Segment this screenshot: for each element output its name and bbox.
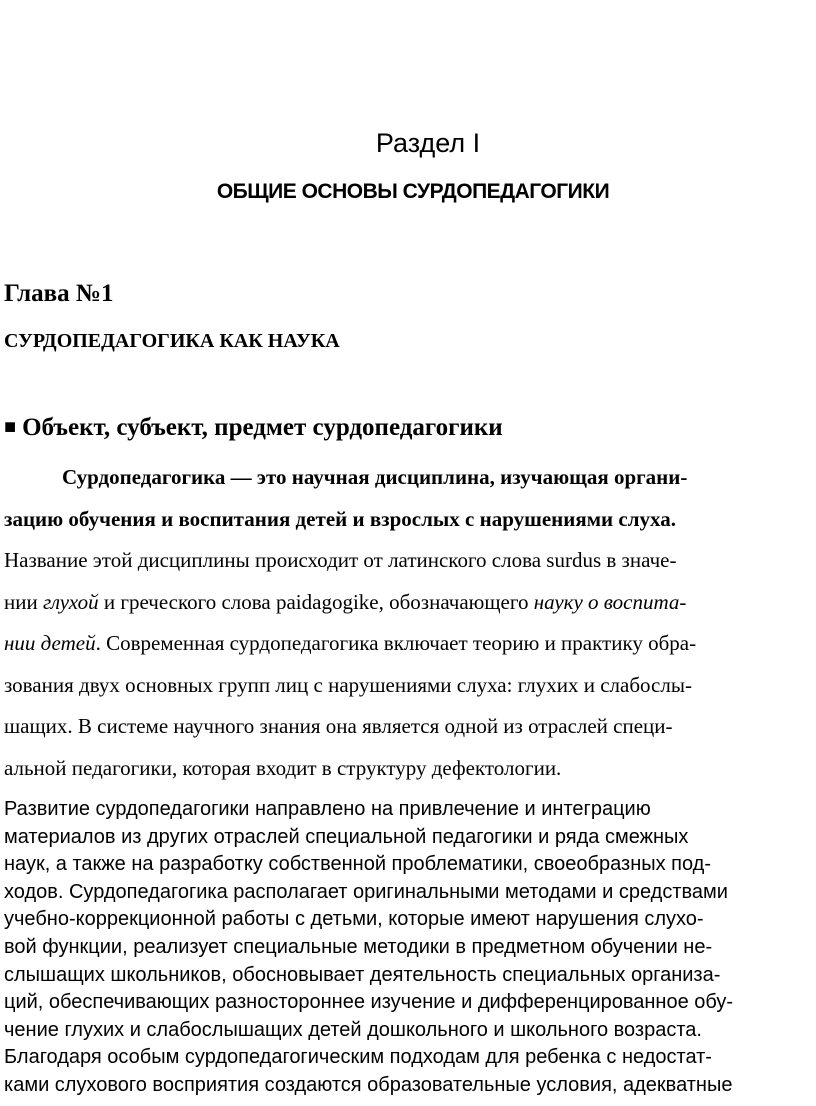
chapter-title: СУРДОПЕДАГОГИКА КАК НАУКА	[4, 330, 340, 352]
definition-text: Сурдопедагогика — это научная дисциплина, изучающая органи-	[62, 465, 688, 489]
section-label: Раздел I	[375, 128, 481, 158]
paragraph-line: Название этой дисциплины происходит от латинского слова surdus в значе-	[4, 548, 677, 572]
paragraph-line	[4, 457, 810, 499]
subsection-heading	[4, 414, 503, 442]
italic-term: науку о воспита-	[533, 589, 687, 614]
paragraph-line: наук, а также на разработку собственной проблематики, своеобразных под-	[4, 853, 712, 876]
paragraph-line: ходов. Сурдопедагогика располагает оригинальными методами и средствами	[4, 880, 728, 903]
paragraph-line: альной педагогики, которая входит в структуру дефектологии.	[4, 755, 562, 780]
paragraph-line	[4, 582, 810, 624]
paragraph-line: шащих. В системе научного знания она является одной из отраслей специ-	[4, 714, 673, 738]
paragraph-line: материалов из других отраслей специальной педагогики и ряда смежных	[4, 825, 689, 848]
section-title: ОБЩИЕ ОСНОВЫ СУРДОПЕДАГОГИКИ	[216, 180, 610, 203]
square-bullet-icon: ■	[4, 416, 17, 438]
paragraph-line: чение глухих и слабослышащих детей дошкольного и школьного возраста.	[4, 1018, 702, 1041]
text-run: нии	[4, 589, 43, 614]
paragraph-line: ций, обеспечивающих разностороннее изучение и дифференцированное обу-	[4, 991, 734, 1014]
paragraph-line: зования двух основных групп лиц с нарушениями слуха: глухих и слабослы-	[4, 672, 692, 697]
text-run: и греческого слова paidagogike, обозначающего	[98, 589, 534, 614]
paragraph-line	[4, 623, 810, 665]
paragraph-line: вой функции, реализует специальные методики в предметном обучении не-	[4, 935, 713, 958]
paragraph-line: ками слухового восприятия создаются образовательные условия, адекватные	[4, 1073, 733, 1096]
italic-term: нии детей	[4, 631, 96, 655]
paragraph-line: Благодаря особым сурдопедагогическим подходам для ребенка с недостат-	[4, 1046, 712, 1069]
definition-text: зацию обучения и воспитания детей и взрослых с нарушениями слуха.	[4, 506, 676, 531]
subsection-title: Объект, субъект, предмет сурдопедагогики	[22, 414, 503, 441]
paragraph-development	[4, 796, 810, 1100]
paragraph-line: слышащих школьников, обосновывает деятельность специальных организа-	[4, 963, 721, 986]
paragraph-definition	[4, 457, 810, 789]
text-run: . Современная сурдопедагогика включает теорию и практику обра-	[95, 631, 697, 655]
paragraph-line: Развитие сурдопедагогики направлено на привлечение и интеграцию	[4, 798, 651, 820]
chapter-number: Глава №1	[4, 280, 114, 307]
italic-term: глухой	[42, 589, 99, 614]
paragraph-line: учебно-коррекционной работы с детьми, которые имеют нарушения слухо-	[4, 908, 704, 931]
paragraph-line	[4, 499, 810, 541]
